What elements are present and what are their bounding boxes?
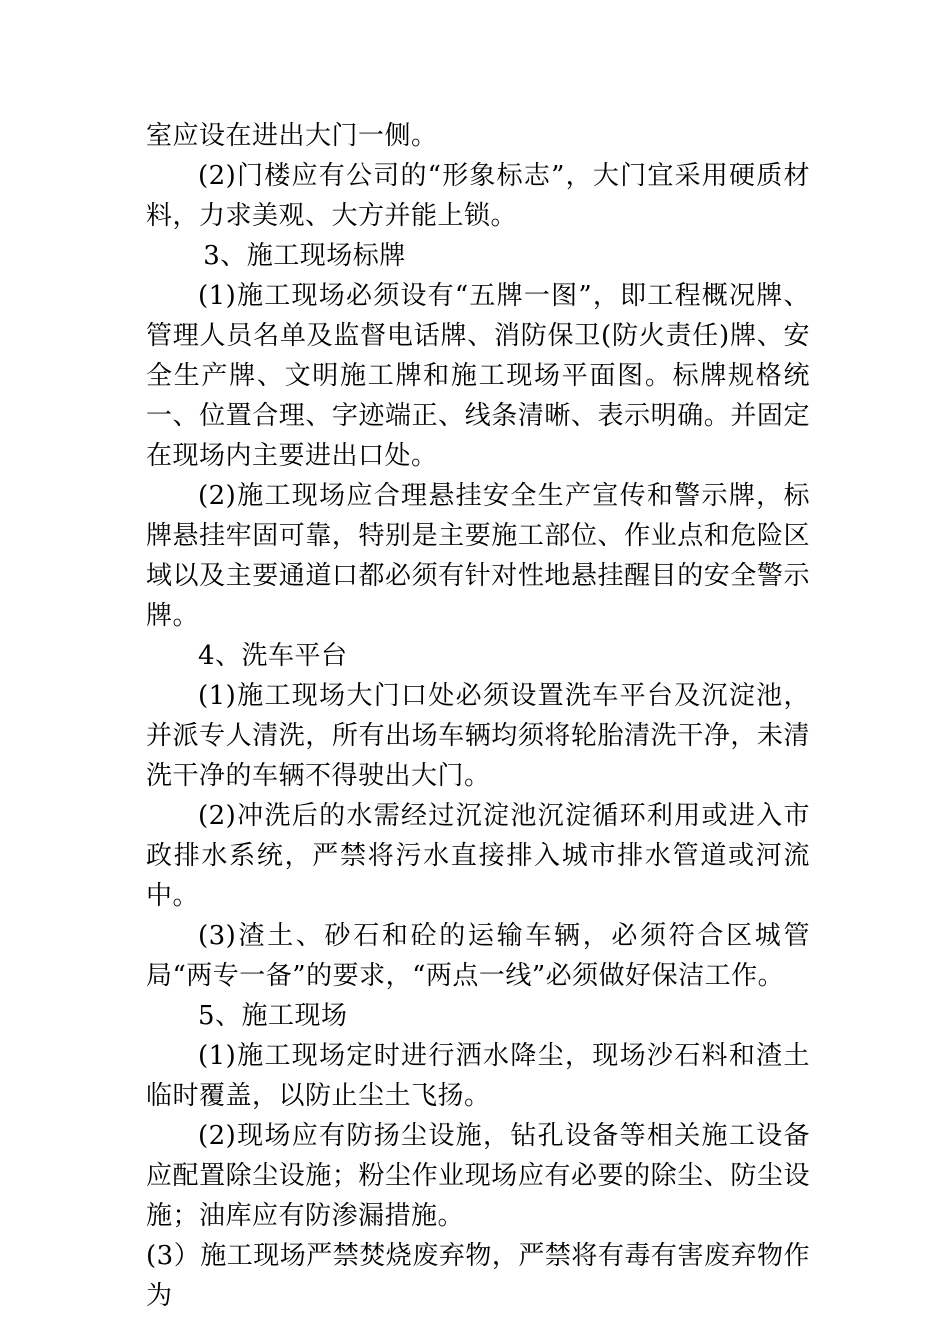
section-heading-signboards: 3、施工现场标牌 [203,241,406,271]
paragraph-five-boards: (1)施工现场必须设有“五牌一图”，即工程概况牌、管理人员名单及监督电话牌、消防保卫(防火责任)牌、安全生产牌、文明施工牌和施工现场平面图。标牌规格统一、位置合理、字迹端正、线条清晰、表示明确。并固定在现场内主要进出口处。 [146,281,810,471]
section-heading-car-wash: 4、洗车平台 [198,641,348,671]
paragraph-warning-signs: (2)施工现场应合理悬挂安全生产宣传和警示牌，标牌悬挂牢固可靠，特别是主要施工部位、作业点和危险区域以及主要通道口都必须有针对性地悬挂醒目的安全警示牌。 [146,481,810,631]
paragraph-wastewater: (2)冲洗后的水需经过沉淀池沉淀循环利用或进入市政排水系统，严禁将污水直接排入城市排水管道或河流中。 [146,801,810,911]
paragraph-no-burning: (3）施工现场严禁焚烧废弃物，严禁将有毒有害废弃物作为 [146,1241,810,1311]
paragraph-gate-tower: (2)门楼应有公司的“形象标志”，大门宜采用硬质材料，力求美观、大方并能上锁。 [146,161,810,231]
paragraph-car-wash-platform: (1)施工现场大门口处必须设置洗车平台及沉淀池，并派专人清洗，所有出场车辆均须将轮胎清洗干净，未清洗干净的车辆不得驶出大门。 [146,681,810,791]
paragraph-transport-vehicles: (3)渣土、砂石和砼的运输车辆，必须符合区城管局“两专一备”的要求，“两点一线”必须做好保洁工作。 [146,921,810,991]
section-heading-construction-site: 5、施工现场 [198,1001,348,1031]
paragraph-dust-facilities: (2)现场应有防扬尘设施，钻孔设备等相关施工设备应配置除尘设施；粉尘作业现场应有必要的除尘、防尘设施；油库应有防渗漏措施。 [146,1121,810,1231]
paragraph-continuation: 室应设在进出大门一侧。 [146,121,438,151]
document-body [146,116,810,1316]
paragraph-dust-suppression: (1)施工现场定时进行洒水降尘，现场沙石料和渣土临时覆盖，以防止尘土飞扬。 [146,1041,810,1111]
